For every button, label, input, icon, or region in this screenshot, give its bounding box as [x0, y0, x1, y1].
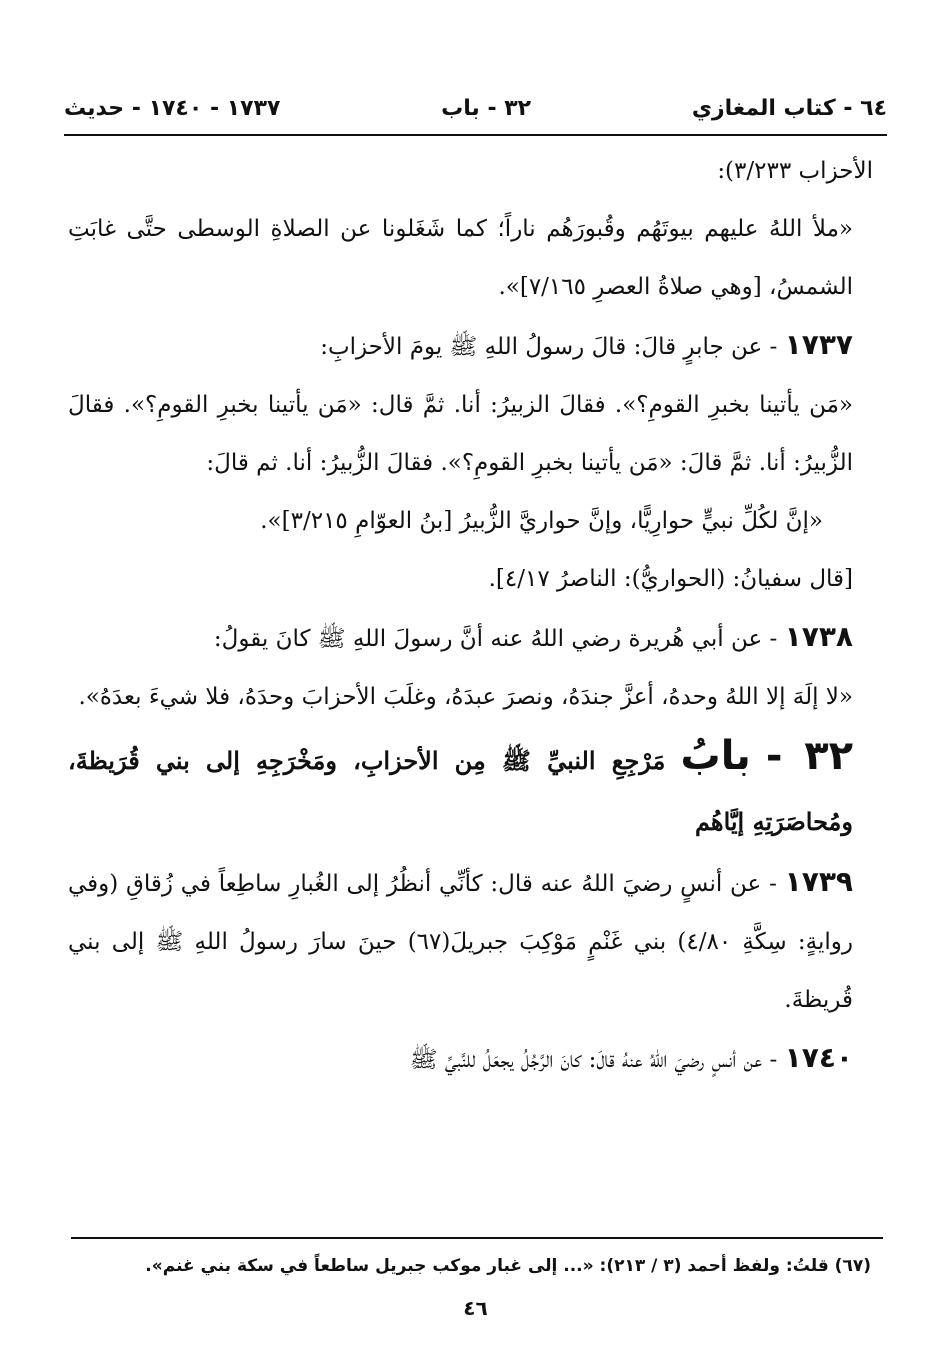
- hadith-1737: [68, 316, 873, 376]
- hadith-number: ١٧٣٧: [784, 328, 853, 361]
- paragraph-quote-4: «لا إلَهَ إلا اللهُ وحدهُ، أعزَّ جندَهُ، ونصرَ عبدَهُ، وغلَبَ الأحزابَ وحدَهُ، فلا شيءَ بعدَهُ».: [78, 684, 853, 710]
- hadith-number: ١٧٣٨: [784, 620, 853, 653]
- hadith-text: - عن أبي هُريرة رضي اللهُ عنه أنَّ رسولَ اللهِ ﷺ كانَ يقولُ:: [213, 626, 785, 652]
- footnote-divider: [71, 1237, 883, 1239]
- chapter-number: ٣٢ -: [765, 733, 854, 779]
- page-body: [68, 142, 873, 1089]
- hadith-text: - عن أنسٍ رضيَ اللهُ عنه قال: كأنِّي أنظُرُ إلى الغُبارِ ساطِعاً في زُقاقِ (وفي روايةٍ: سِكَّةِ ٤/٨٠) بني غَنْمٍ مَوْكِبَ جبريلَ(٦٧) حينَ سارَ رسولُ اللهِ ﷺ إلى بني قُريظةَ.: [68, 871, 853, 1013]
- paragraph-continuation: الأحزاب ٣/٢٣٣):: [717, 158, 873, 184]
- chapter-word: بابُ: [680, 733, 751, 779]
- running-header: [64, 88, 887, 136]
- hadith-text: - عن أنسٍ رضيَ اللهُ عنهُ قالَ: كانَ الرَّجُلُ يجعَلُ للنَّبيِّ ﷺ: [409, 1047, 785, 1073]
- header-chapter: ٣٢ - باب: [441, 95, 532, 121]
- paragraph-quote-1: «ملأ اللهُ عليهم بيوتَهُم وقُبورَهُم ناراً؛ كما شَغَلونا عن الصلاةِ الوسطى حتَّى غابَتِ الشمسُ، [وهي صلاةُ العصرِ ٧/١٦٥]».: [68, 216, 853, 300]
- page-number: ٤٦: [463, 1296, 488, 1320]
- hadith-text: - عن جابرٍ قالَ: قالَ رسولُ اللهِ ﷺ يومَ الأحزابِ:: [320, 334, 785, 360]
- paragraph-quote-3: «إنَّ لكُلِّ نبيٍّ حوارِيًّا، وإنَّ حواريَّ الزُّبيرُ [بنُ العوّامِ ٣/٢١٥]».: [260, 508, 823, 534]
- hadith-1738: [68, 608, 873, 668]
- chapter-title: مَرْجِعِ النبيِّ ﷺ مِن الأحزابِ، ومَخْرَجِهِ إلى بني قُرَيظةَ، ومُحاصَرَتِهِ إيَّاهُم: [68, 746, 853, 836]
- hadith-number: ١٧٣٩: [784, 865, 853, 898]
- hadith-number: ١٧٤٠: [784, 1041, 853, 1074]
- paragraph-quote-2: «مَن يأتينا بخبرِ القومِ؟». فقالَ الزبيرُ: أنا. ثمَّ قال: «مَن يأتينا بخبرِ القومِ؟». فقالَ الزُّبيرُ: أنا. ثمَّ قالَ: «مَن يأتينا بخبرِ القومِ؟». فقالَ الزُّبيرُ: أنا. ثم قالَ:: [68, 392, 853, 476]
- header-book-title: ٦٤ - كتاب المغازي: [691, 95, 887, 121]
- chapter-heading: [68, 726, 873, 853]
- paragraph-note: [قال سفيانُ: (الحواريُّ): الناصرُ ٤/١٧].: [488, 566, 853, 592]
- hadith-1740: [68, 1029, 873, 1089]
- header-hadith-range: ١٧٣٧ - ١٧٤٠ - حديث: [64, 95, 281, 121]
- footnote: (٦٧) قلتُ: ولفظ أحمد (٣ / ٢١٣): «... إلى غبار موكب جبريل ساطعاً في سكة بني غنم».: [145, 1256, 871, 1276]
- hadith-1739: [68, 853, 873, 1029]
